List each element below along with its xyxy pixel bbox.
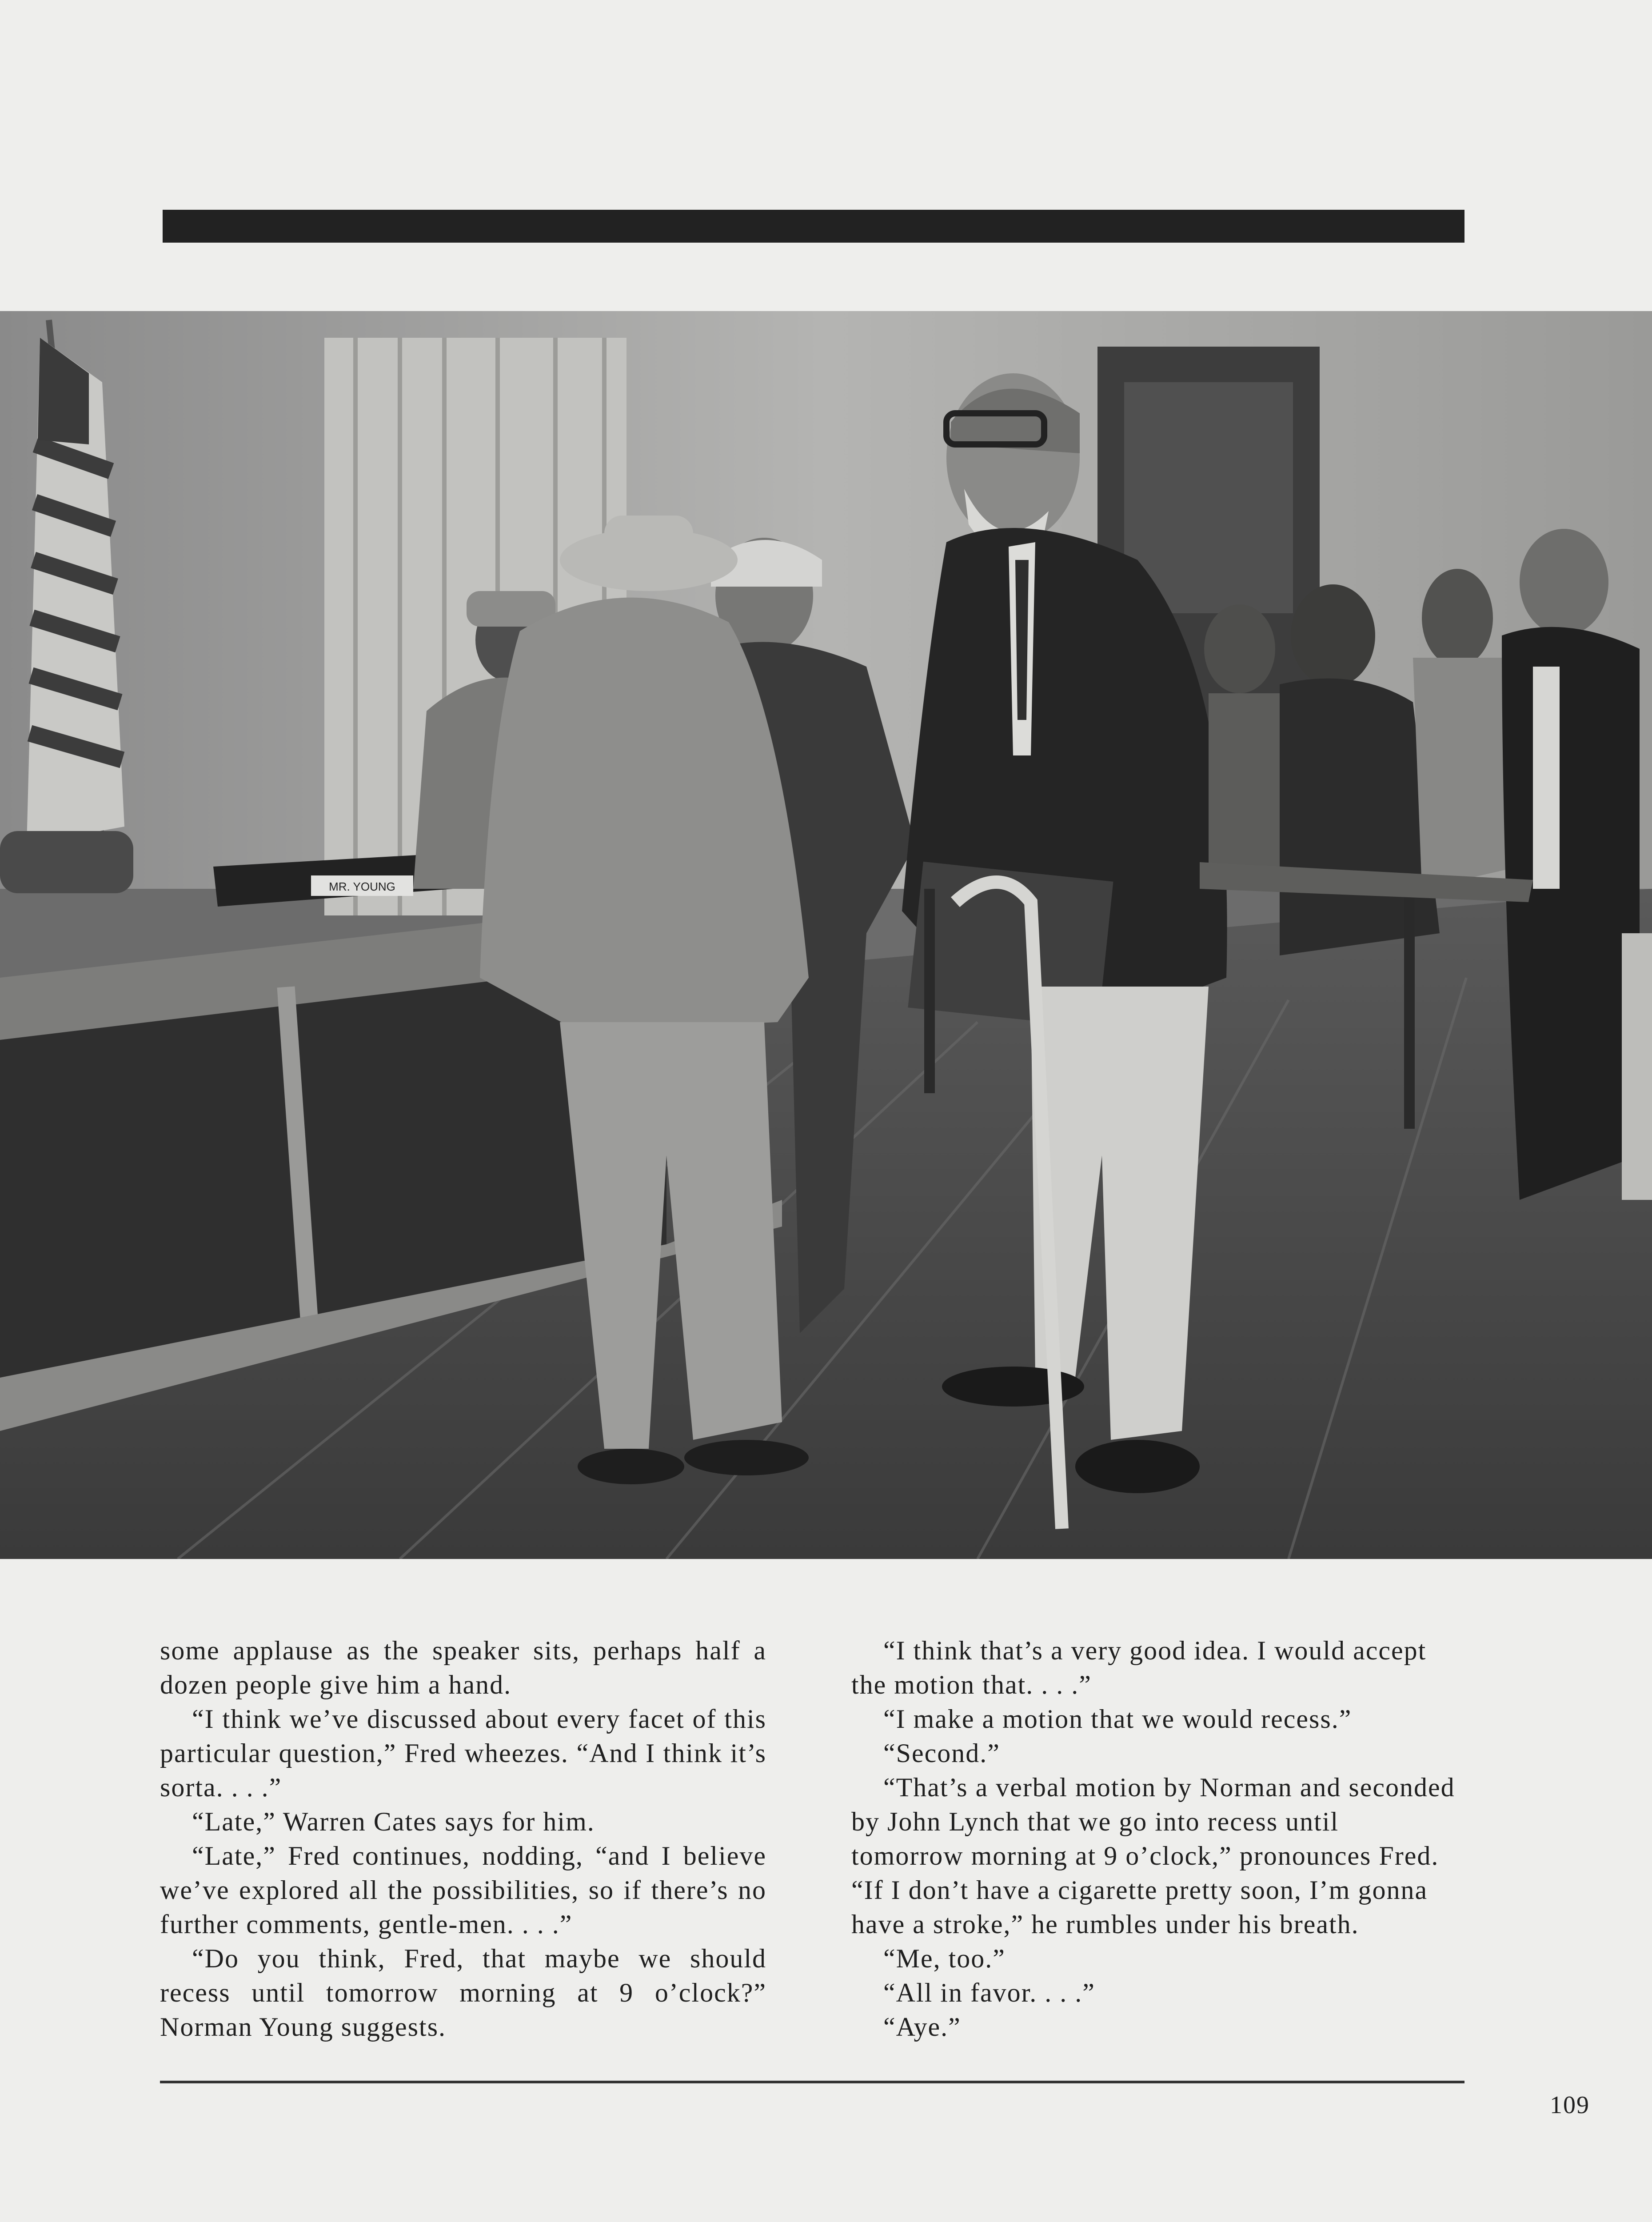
paragraph: “Late,” Warren Cates says for him.: [192, 1807, 595, 1836]
article-left-column: [160, 1634, 766, 2044]
article-right-column: [851, 1634, 1458, 2044]
nameplate-text: MR. YOUNG: [329, 880, 395, 893]
man-right-1-head: [1204, 604, 1275, 693]
paragraph: “Second.”: [883, 1738, 1000, 1768]
page-number: 109: [1550, 2091, 1590, 2119]
paragraph: “I think that’s a very good idea. I would accept the motion that. . . .”: [851, 1636, 1427, 1699]
folding-chair: [1622, 933, 1652, 1200]
paragraph: “I make a motion that we would recess.”: [883, 1704, 1352, 1734]
man-right-4-head: [1520, 529, 1608, 635]
paragraph: “Late,” Fred continues, nodding, “and I believe we’ve explored all the possibilities, so if there’s no further comments, gentle-men. . . .”: [160, 1841, 766, 1939]
man-right-2-head: [1291, 584, 1375, 687]
meeting-photograph: [0, 311, 1652, 1559]
chair: [0, 831, 133, 893]
paragraph: “Do you think, Fred, that maybe we should recess until tomorrow morning at 9 o’clock?” Norman Young suggests.: [160, 1944, 766, 2042]
footer-rule: [160, 2081, 1464, 2083]
meeting-photo-illustration: [0, 311, 1652, 1559]
man-right-3-head: [1422, 569, 1493, 667]
paragraph: some applause as the speaker sits, perhaps half a dozen people give him a hand.: [160, 1636, 766, 1699]
paragraph: “All in favor. . . .”: [883, 1978, 1095, 2007]
man-right-4-body: [1502, 627, 1640, 1200]
paragraph: “Me, too.”: [883, 1944, 1006, 1973]
paragraph: “I think we’ve discussed about every facet of this particular question,” Fred wheezes. “And I think it’s sorta. . . .”: [160, 1704, 766, 1802]
paragraph: “That’s a verbal motion by Norman and seconded by John Lynch that we go into recess until tomorrow morning at 9 o’clock,” pronounces Fred. “If I don’t have a cigarette pretty soon, I’m gonna have a stroke,” he rumbles under his breath.: [851, 1773, 1455, 1939]
header-rule-bar: [163, 210, 1464, 243]
paragraph: “Aye.”: [883, 2012, 961, 2042]
